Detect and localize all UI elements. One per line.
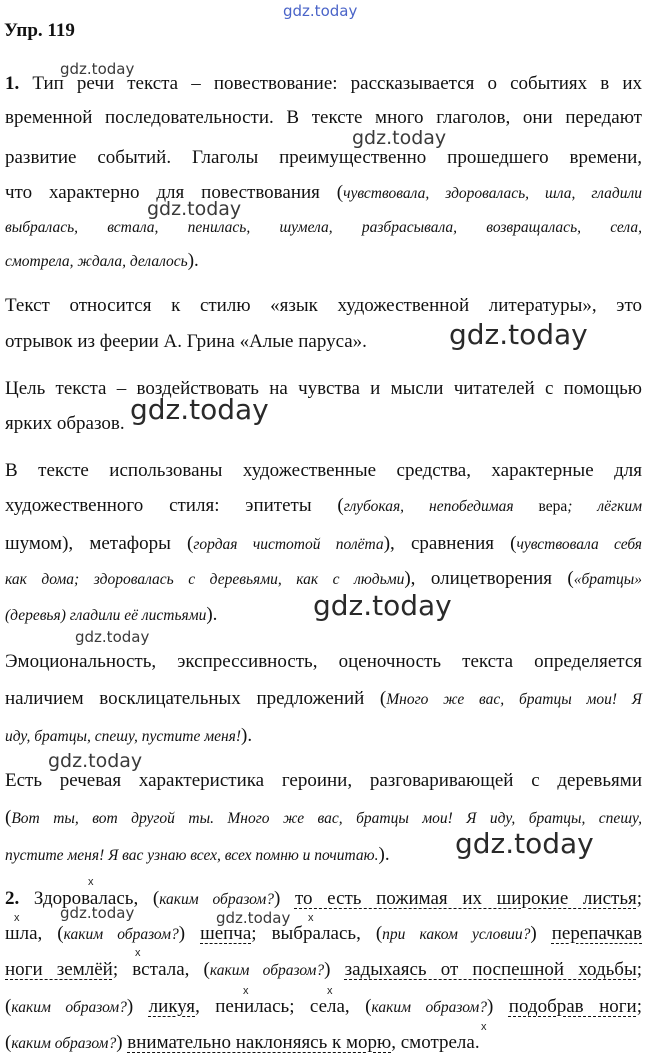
watermark: gdz.today — [449, 318, 588, 351]
watermark: gdz.today — [60, 904, 135, 922]
p1-line4: что характерно для повествования (чувствовала, здоровалась, шла, гладили — [5, 182, 642, 203]
p5-line1: Эмоциональность, экспрессивность, оценочность текста определяется — [5, 651, 642, 672]
p1-line5: выбралась, встала, пенилась, шумела, разбрасывала, возвращалась, села, — [5, 219, 642, 236]
x-mark: x — [88, 876, 94, 888]
p4-line4: как дома; здоровалась с деревьями, как с людьми), олицетворения («братцы» — [5, 568, 642, 589]
p7-line2: шла, (каким образом?) шепча; выбралась, (при каком условии?) перепачкав — [5, 923, 643, 944]
x-mark: x — [14, 912, 20, 924]
watermark: gdz.today — [75, 628, 150, 646]
p7-line3: ноги землёй; встала, (каким образом?) задыхаясь от поспешной ходьбы; — [5, 959, 642, 980]
p6-line1: Есть речевая характеристика героини, разговаривающей с деревьями — [5, 770, 642, 791]
watermark: gdz.today — [130, 393, 269, 426]
watermark: gdz.today — [313, 589, 452, 622]
p4-line1: В тексте использованы художественные средства, характерные для — [5, 460, 642, 481]
p1-line1: 1. Тип речи текста – повествование: рассказывается о событиях в их — [5, 73, 643, 94]
p2-line2: отрывок из феерии А. Грина «Алые паруса». — [5, 331, 367, 352]
p3-line2: ярких образов. — [5, 413, 125, 434]
watermark: gdz.today — [352, 127, 447, 149]
watermark: gdz.today — [455, 827, 594, 860]
p5-line2: наличием восклицательных предложений (Много же вас, братцы мои! Я — [5, 688, 642, 709]
x-mark: x — [481, 1021, 487, 1033]
p7-line4: (каким образом?) ликуя, пенилась; села, (каким образом?) подобрав ноги; — [5, 996, 643, 1017]
p7-line1: 2. Здоровалась, (каким образом?) то есть пожимая их широкие листья; — [5, 888, 643, 909]
watermark: gdz.today — [216, 909, 291, 927]
p6-line2: (Вот ты, вот другой ты. Много же вас, братцы мои! Я иду, братцы, спешу, — [5, 807, 642, 828]
p6-line3: пустите меня! Я вас узнаю всех, всех помню и почитаю.). — [5, 844, 390, 865]
p4-line2: художественного стиля: эпитеты (глубокая, непобедимая вера; лёгким — [5, 495, 642, 516]
x-mark: x — [308, 912, 314, 924]
watermark: gdz.today — [60, 60, 135, 78]
watermark: gdz.today — [48, 750, 143, 772]
p1-line3: развитие событий. Глаголы преимущественно прошедшего времени, — [5, 147, 642, 168]
p2-line1: Текст относится к стилю «язык художественной литературы», это — [5, 295, 642, 316]
p4-line5: (деревья) гладили её листьями). — [5, 604, 218, 625]
p4-line3: шумом), метафоры (гордая чистотой полёта), сравнения (чувствовала себя — [5, 533, 642, 554]
p5-line3: иду, братцы, спешу, пустите меня!). — [5, 725, 253, 746]
watermark: gdz.today — [147, 198, 242, 220]
p3-line1: Цель текста – воздействовать на чувства и мысли читателей с помощью — [5, 378, 642, 399]
watermark-top: gdz.today — [283, 2, 358, 20]
p1-line6: смотрела, ждала, делалось). — [5, 250, 199, 271]
x-mark: x — [243, 985, 249, 997]
p7-line5: (каким образом?) внимательно наклоняясь к морю, смотрела. — [5, 1032, 480, 1053]
x-mark: x — [135, 947, 141, 959]
x-mark: x — [327, 985, 333, 997]
p1-line2: временной последовательности. В тексте много глаголов, они передают — [5, 107, 642, 128]
exercise-title: Упр. 119 — [4, 20, 75, 41]
